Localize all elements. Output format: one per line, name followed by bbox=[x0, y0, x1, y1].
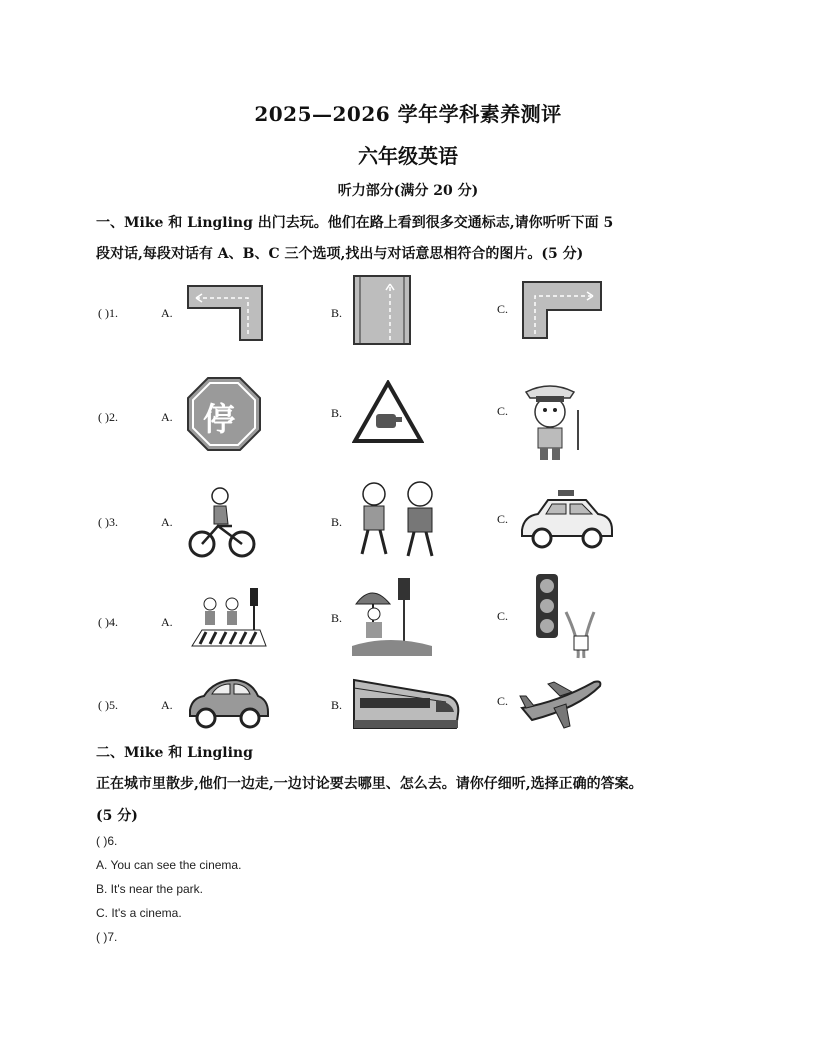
go-straight-road-icon bbox=[352, 274, 412, 346]
question-6-option-c: C. It's a cinema. bbox=[96, 906, 182, 920]
option-label-a: A. bbox=[161, 615, 173, 629]
car-icon bbox=[186, 676, 270, 730]
question-7-number: ( )7. bbox=[96, 930, 118, 944]
option-label-b: B. bbox=[331, 611, 343, 625]
option-label-a: A. bbox=[161, 515, 173, 529]
question-6-number: ( )6. bbox=[96, 834, 118, 848]
question-number: ( )2. bbox=[98, 410, 118, 424]
traffic-light-icon bbox=[520, 572, 600, 660]
warning-sign-icon bbox=[352, 380, 424, 444]
option-label-c: C. bbox=[497, 609, 509, 623]
part2-score: (5 分) bbox=[96, 808, 138, 824]
part2-description: 正在城市里散步,他们一边走,一边讨论要去哪里、怎么去。请你仔细听,选择正确的答案。 bbox=[96, 776, 643, 792]
option-label-c: C. bbox=[497, 512, 509, 526]
question-6-option-a: A. You can see the cinema. bbox=[96, 858, 242, 872]
section-label: 听力部分(满分 20 分) bbox=[337, 183, 479, 199]
option-label-a: A. bbox=[161, 306, 173, 320]
option-label-b: B. bbox=[331, 515, 343, 529]
page-subtitle: 六年级英语 bbox=[358, 144, 458, 168]
option-label-c: C. bbox=[497, 694, 509, 708]
question-6-option-b: B. It's near the park. bbox=[96, 882, 204, 896]
option-label-b: B. bbox=[331, 406, 343, 420]
stop-sign-text: 停 bbox=[203, 400, 236, 438]
part1-heading-line2: 段对话,每段对话有 A、B、C 三个选项,找出与对话意思相符合的图片。(5 分) bbox=[96, 246, 584, 262]
option-label-c: C. bbox=[497, 404, 509, 418]
question-number: ( )5. bbox=[98, 698, 118, 712]
option-label-b: B. bbox=[331, 306, 343, 320]
taxi-icon bbox=[516, 486, 616, 552]
option-label-b: B. bbox=[331, 698, 343, 712]
walking-kids-icon bbox=[350, 478, 446, 560]
option-label-a: A. bbox=[161, 410, 173, 424]
ride-bike-icon bbox=[188, 486, 256, 562]
question-number: ( )3. bbox=[98, 515, 118, 529]
option-label-a: A. bbox=[161, 698, 173, 712]
page-title: 2025—2026 学年学科素养测评 bbox=[254, 102, 562, 126]
traffic-police-icon bbox=[516, 380, 588, 466]
turn-left-road-icon bbox=[186, 284, 264, 342]
crosswalk-icon bbox=[190, 586, 268, 652]
question-number: ( )1. bbox=[98, 306, 118, 320]
airplane-icon bbox=[518, 674, 604, 730]
part1-heading-line1: 一、Mike 和 Lingling 出门去玩。他们在路上看到很多交通标志,请你听听下面 5 bbox=[96, 215, 614, 231]
umbrella-rain-icon bbox=[350, 574, 434, 658]
turn-right-road-icon bbox=[521, 280, 603, 340]
option-label-c: C. bbox=[497, 302, 509, 316]
train-icon bbox=[352, 670, 462, 732]
question-number: ( )4. bbox=[98, 615, 118, 629]
part2-heading: 二、Mike 和 Lingling bbox=[96, 745, 253, 761]
